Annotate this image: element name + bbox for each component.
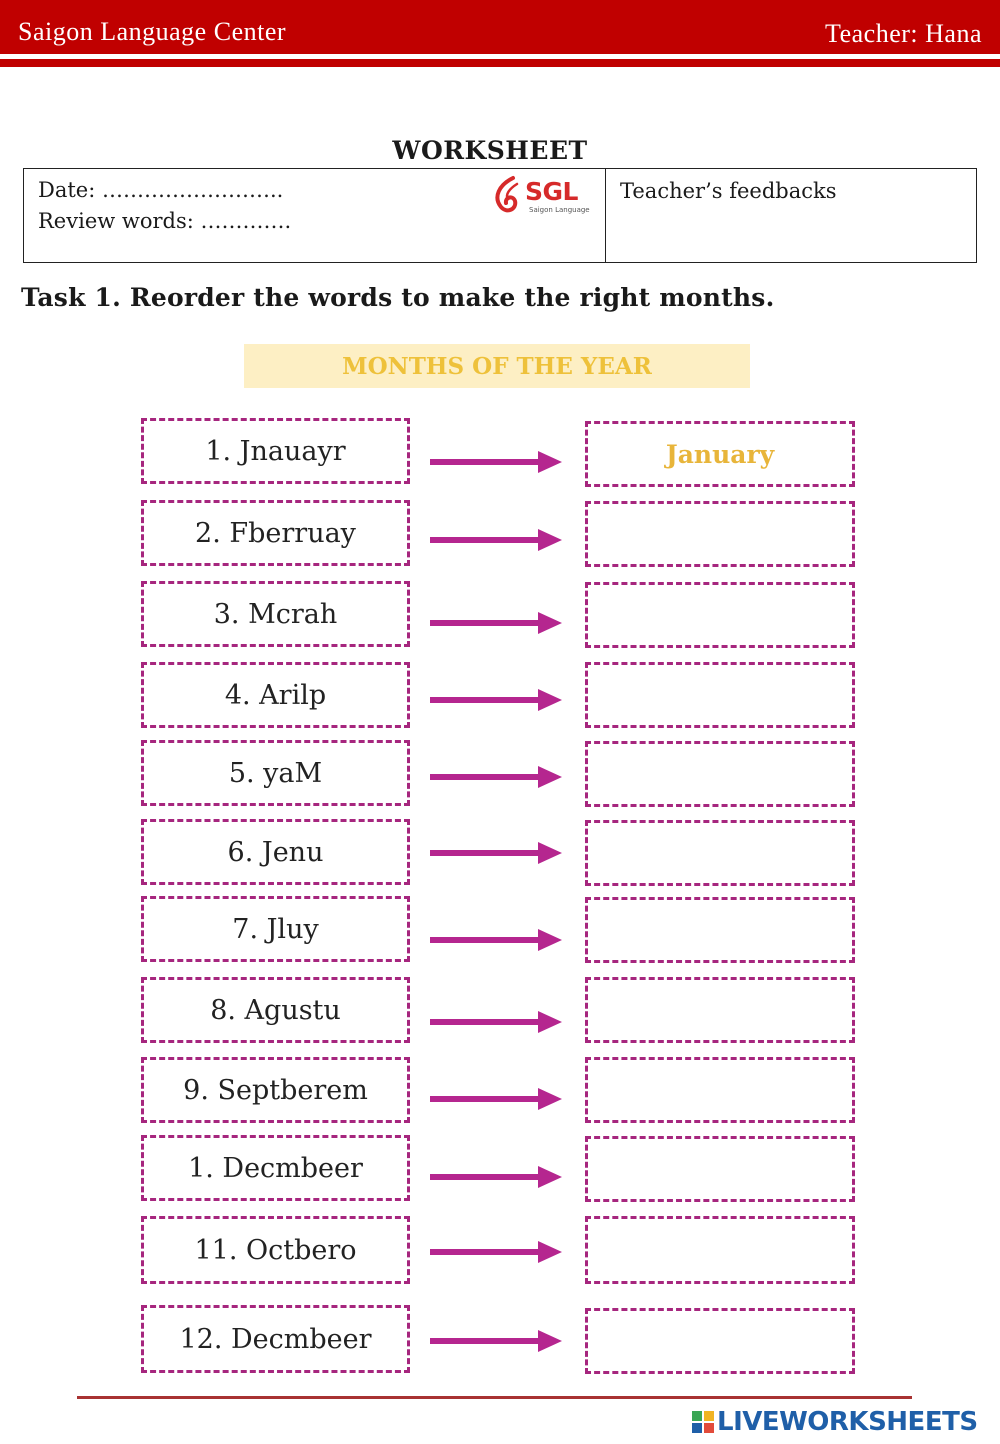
- scrambled-word: 4. Arilp: [224, 679, 327, 711]
- scrambled-word-box: [141, 1305, 410, 1373]
- scrambled-word-box: [141, 500, 410, 566]
- scrambled-word-box: [141, 1216, 410, 1284]
- scrambled-word: 2. Fberruay: [195, 517, 356, 549]
- arrow-right-icon: [430, 1088, 562, 1110]
- header-band: [0, 0, 1000, 54]
- arrow-right-icon: [430, 929, 562, 951]
- header-divider: [0, 59, 1000, 67]
- arrow-right-icon: [430, 451, 562, 473]
- logo-subtext: Saigon Language: [529, 206, 590, 214]
- answer-box[interactable]: [585, 897, 855, 963]
- footer-divider: [77, 1396, 912, 1399]
- answer-box[interactable]: [585, 662, 855, 728]
- arrow-right-icon: [430, 1330, 562, 1352]
- liveworksheets-grid-icon: [692, 1411, 714, 1433]
- arrow-right-icon: [430, 1166, 562, 1188]
- teacher-name: Teacher: Hana: [825, 19, 982, 48]
- review-words-line[interactable]: Review words: ………….: [38, 209, 292, 233]
- task-title: Task 1. Reorder the words to make the right months.: [21, 283, 775, 312]
- scrambled-word: 1. Decmbeer: [188, 1152, 363, 1184]
- info-left-cell: [24, 169, 606, 262]
- arrow-right-icon: [430, 842, 562, 864]
- scrambled-word-box: [141, 740, 410, 806]
- arrow-right-icon: [430, 1241, 562, 1263]
- logo-text: SGL: [525, 177, 578, 206]
- months-banner: [244, 344, 750, 388]
- answer-box[interactable]: [585, 820, 855, 886]
- scrambled-word: 1. Jnauayr: [205, 435, 346, 467]
- scrambled-word-box: [141, 819, 410, 885]
- scrambled-word: 3. Mcrah: [213, 598, 338, 630]
- worksheet-title: WORKSHEET: [392, 136, 588, 165]
- scrambled-word: 9. Septberem: [183, 1074, 368, 1106]
- sgl-swirl-icon: [491, 175, 527, 217]
- arrow-right-icon: [430, 612, 562, 634]
- banner-text: MONTHS OF THE YEAR: [342, 353, 652, 380]
- feedback-cell[interactable]: [606, 169, 976, 262]
- answer-box[interactable]: [585, 582, 855, 648]
- arrow-right-icon: [430, 529, 562, 551]
- liveworksheets-logo: [692, 1405, 978, 1439]
- scrambled-word-box: [141, 418, 410, 484]
- scrambled-word: 7. Jluy: [232, 913, 319, 945]
- scrambled-word: 12. Decmbeer: [179, 1323, 372, 1355]
- answer-box[interactable]: [585, 977, 855, 1043]
- feedback-label: Teacher’s feedbacks: [620, 179, 837, 203]
- scrambled-word: 11. Octbero: [194, 1234, 357, 1266]
- scrambled-word: 8. Agustu: [210, 994, 341, 1026]
- answer-text: January: [665, 439, 775, 469]
- scrambled-word-box: [141, 896, 410, 962]
- answer-box[interactable]: [585, 1136, 855, 1202]
- date-line[interactable]: Date: ……………………..: [38, 178, 284, 202]
- scrambled-word-box: [141, 1057, 410, 1123]
- arrow-right-icon: [430, 766, 562, 788]
- liveworksheets-brand: LIVEWORKSHEETS: [717, 1407, 978, 1437]
- scrambled-word-box: [141, 977, 410, 1043]
- scrambled-word: 5. yaM: [228, 757, 323, 789]
- sgl-logo: [491, 175, 591, 219]
- scrambled-word-box: [141, 662, 410, 728]
- answer-box[interactable]: [585, 741, 855, 807]
- answer-box[interactable]: [585, 421, 855, 487]
- answer-box[interactable]: [585, 501, 855, 567]
- scrambled-word-box: [141, 1135, 410, 1201]
- answer-box[interactable]: [585, 1216, 855, 1284]
- answer-box[interactable]: [585, 1308, 855, 1374]
- center-name: Saigon Language Center: [18, 17, 287, 46]
- arrow-right-icon: [430, 1011, 562, 1033]
- answer-box[interactable]: [585, 1057, 855, 1123]
- arrow-right-icon: [430, 689, 562, 711]
- scrambled-word-box: [141, 581, 410, 647]
- info-table: [23, 168, 977, 263]
- scrambled-word: 6. Jenu: [227, 836, 324, 868]
